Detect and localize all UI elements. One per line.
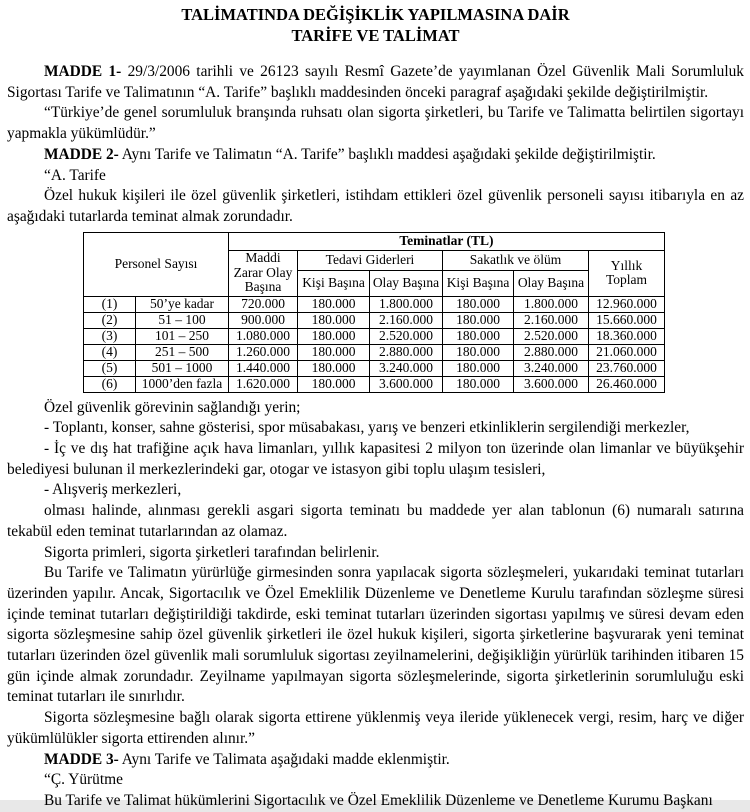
cell-sakatlik-olay: 2.520.000: [514, 328, 589, 344]
table-row-4: [84, 344, 665, 360]
cell-tedavi-olay: 2.520.000: [370, 328, 443, 344]
table-row-6: [84, 376, 665, 392]
paragraph-yurutme: [7, 770, 744, 791]
paragraph-text: “Ç. Yürütme: [44, 771, 123, 789]
paragraph-olmasi-halinde: [7, 501, 744, 542]
cell-maddi: 1.260.000: [229, 344, 298, 360]
cell-yillik: 12.960.000: [589, 296, 665, 312]
paragraph-yururluk: [7, 563, 744, 708]
cell-row-num: (5): [84, 360, 136, 376]
cell-tedavi-olay: 3.240.000: [370, 360, 443, 376]
paragraph-text: “Türkiye’de genel sorumluluk branşında ruhsatı olan sigorta şirketleri, bu Tarife ve Talimatta belirtilen sigortayı yapmakla yükümlüdür.”: [7, 104, 744, 143]
header-yillik-toplam: Yıllık Toplam: [589, 250, 665, 296]
cell-yillik: 15.660.000: [589, 312, 665, 328]
cell-maddi: 720.000: [229, 296, 298, 312]
cell-personel-range: 101 – 250: [136, 328, 229, 344]
cell-personel-range: 251 – 500: [136, 344, 229, 360]
cell-row-num: (4): [84, 344, 136, 360]
cell-personel-range: 51 – 100: [136, 312, 229, 328]
header-maddi-zarar: Maddi Zarar Olay Başına: [229, 250, 298, 296]
cell-personel-range: 1000’den fazla: [136, 376, 229, 392]
paragraph-text: Aynı Tarife ve Talimatın “A. Tarife” başlıklı maddesi aşağıdaki şekilde değiştirilmiştir.: [118, 145, 656, 163]
cell-maddi: 900.000: [229, 312, 298, 328]
subheader-sakatlik-olay: Olay Başına: [514, 270, 589, 296]
header-personel-sayisi: Personel Sayısı: [84, 232, 229, 296]
cell-maddi: 1.620.000: [229, 376, 298, 392]
paragraph-madde-3: [7, 750, 744, 771]
paragraph-text: Bu Tarife ve Talimat hükümlerini Sigortacılık ve Özel Emeklilik Düzenleme ve Denetleme Kurumu Başkanı: [44, 791, 713, 809]
paragraph-text: Sigorta sözleşmesine bağlı olarak sigorta ettirene yüklenmiş veya ileride yüklenecek vergi, resim, harç ve diğer yükümlülükler sigorta ettirenden alınır.”: [7, 709, 744, 747]
paragraph-bullet-alisveris: [7, 480, 744, 501]
cell-row-num: (3): [84, 328, 136, 344]
subheader-tedavi-olay: Olay Başına: [370, 270, 443, 296]
header-sakatlik-olum: Sakatlık ve ölüm: [443, 250, 589, 270]
title-line-2: TARİFE VE TALİMAT: [291, 26, 460, 45]
cell-personel-range: 50’ye kadar: [136, 296, 229, 312]
table-row-2: [84, 312, 665, 328]
madde-2-label: MADDE 2-: [44, 145, 119, 163]
table-row-5: [84, 360, 665, 376]
subheader-tedavi-kisi: Kişi Başına: [298, 270, 370, 296]
paragraph-ozel-hukuk: [7, 186, 744, 227]
paragraph-text: Sigorta primleri, sigorta şirketleri tarafından belirlenir.: [44, 543, 380, 561]
cell-tedavi-olay: 2.160.000: [370, 312, 443, 328]
paragraph-bullet-limanlar: [7, 439, 744, 480]
cell-sakatlik-kisi: 180.000: [443, 376, 514, 392]
table-row-1: [84, 296, 665, 312]
cell-sakatlik-olay: 3.600.000: [514, 376, 589, 392]
cell-tedavi-kisi: 180.000: [298, 360, 370, 376]
paragraph-text: - İç ve dış hat trafiğine açık hava limanları, yıllık kapasitesi 2 milyon ton üzerinde olan limanlar ve büyükşehir belediyesi bulunan il merkezlerindeki gar, otogar ve istasyon gibi toplu ulaşım tesisleri,: [7, 440, 744, 478]
paragraph-madde-1: [7, 62, 744, 103]
paragraph-vergi-resim: [7, 708, 744, 749]
title-line-1: TALİMATINDA DEĞİŞİKLİK YAPILMASINA DAİR: [181, 5, 570, 24]
paragraph-text: Özel hukuk kişileri ile özel güvenlik şirketleri, istihdam ettikleri özel güvenlik personeli sayısı itibarıyla en az aşağıdaki tutarlarda teminat almak zorundadır.: [7, 187, 744, 225]
header-tedavi-giderleri: Tedavi Giderleri: [298, 250, 443, 270]
cell-sakatlik-olay: 2.160.000: [514, 312, 589, 328]
cell-sakatlik-kisi: 180.000: [443, 312, 514, 328]
cell-tedavi-kisi: 180.000: [298, 344, 370, 360]
paragraph-gorev-yeri: [7, 398, 744, 419]
cell-maddi: 1.440.000: [229, 360, 298, 376]
paragraph-hukumler: [7, 791, 744, 812]
cell-sakatlik-kisi: 180.000: [443, 360, 514, 376]
cell-row-num: (2): [84, 312, 136, 328]
paragraph-madde-2: [7, 145, 744, 166]
paragraph-text: Aynı Tarife ve Talimata aşağıdaki madde eklenmiştir.: [118, 750, 450, 768]
cell-yillik: 21.060.000: [589, 344, 665, 360]
paragraph-text: Özel güvenlik görevinin sağlandığı yerin;: [44, 398, 301, 416]
teminat-table: [83, 232, 665, 393]
cell-personel-range: 501 – 1000: [136, 360, 229, 376]
subheader-sakatlik-kisi: Kişi Başına: [443, 270, 514, 296]
paragraph-text: - Toplantı, konser, sahne gösterisi, spor müsabakası, yarış ve benzeri etkinliklerin sergilendiği merkezler,: [44, 419, 690, 437]
cell-yillik: 26.460.000: [589, 376, 665, 392]
cell-tedavi-olay: 3.600.000: [370, 376, 443, 392]
paragraph-a-tarife: [7, 166, 744, 187]
cell-tedavi-kisi: 180.000: [298, 328, 370, 344]
paragraph-text: olması halinde, alınması gerekli asgari sigorta teminatı bu maddede yer alan tablonun (6) numaralı satırına tekabül eden teminat tutarlarından az olamaz.: [7, 502, 744, 540]
cell-maddi: 1.080.000: [229, 328, 298, 344]
table-row-3: [84, 328, 665, 344]
cell-sakatlik-olay: 1.800.000: [514, 296, 589, 312]
paragraph-text: Bu Tarife ve Talimatın yürürlüğe girmesinden sonra yapılacak sigorta sözleşmeleri, yukarıdaki teminat tutarları üzerinden yapılır. Ancak, Sigortacılık ve Özel Emeklilik Düzenleme ve Denetleme Kurulu tarafından sözleşme süresi içinde teminat tutarları değiştirildiği takdirde, eski teminat tutarları üzerinden sigortası yapılmış ve süresi devam eden sigorta sözleşmesine sahip özel güvenlik şirketleri ile özel hukuk kişileri, sigorta şirketlerine başvurarak yeni teminat tutarları üzerinden özel güvenlik mali sorumluluk sigortası zeyilnamelerini, değişikliğin yürürlük tarihinden itibaren 15 gün içinde almak zorundadır. Zeyilname yapılmayan sigorta sözleşmelerinde, sigorta şirketlerinin sorumluluğu eski teminat tutarları ile sınırlıdır.: [7, 564, 744, 706]
paragraph-bullet-toplanti: [7, 418, 744, 439]
cell-tedavi-kisi: 180.000: [298, 376, 370, 392]
document-title: [7, 4, 744, 46]
madde-1-label: MADDE 1-: [44, 63, 122, 80]
cell-sakatlik-kisi: 180.000: [443, 296, 514, 312]
cell-tedavi-olay: 2.880.000: [370, 344, 443, 360]
cell-yillik: 23.760.000: [589, 360, 665, 376]
cell-row-num: (6): [84, 376, 136, 392]
paragraph-sigorta-primleri: [7, 543, 744, 564]
header-teminatlar: Teminatlar (TL): [229, 232, 665, 250]
cell-yillik: 18.360.000: [589, 328, 665, 344]
madde-3-label: MADDE 3-: [44, 750, 119, 768]
cell-tedavi-olay: 1.800.000: [370, 296, 443, 312]
cell-tedavi-kisi: 180.000: [298, 296, 370, 312]
cell-sakatlik-olay: 2.880.000: [514, 344, 589, 360]
paragraph-quote-turkiye: [7, 103, 744, 144]
cell-tedavi-kisi: 180.000: [298, 312, 370, 328]
cell-row-num: (1): [84, 296, 136, 312]
cell-sakatlik-kisi: 180.000: [443, 344, 514, 360]
paragraph-text: “A. Tarife: [44, 166, 106, 184]
teminat-table-wrapper: [83, 232, 744, 393]
cell-sakatlik-kisi: 180.000: [443, 328, 514, 344]
table-header-row-1: [84, 232, 665, 250]
paragraph-text: 29/3/2006 tarihli ve 26123 sayılı Resmî Gazete’de yayımlanan Özel Güvenlik Mali Sorumluluk Sigortası Tarife ve Talimatının “A. Tarife” başlıklı maddesinden önceki paragraf aşağıdaki şekilde değiştirilmiştir.: [7, 63, 744, 101]
paragraph-text: - Alışveriş merkezleri,: [44, 481, 182, 499]
cell-sakatlik-olay: 3.240.000: [514, 360, 589, 376]
